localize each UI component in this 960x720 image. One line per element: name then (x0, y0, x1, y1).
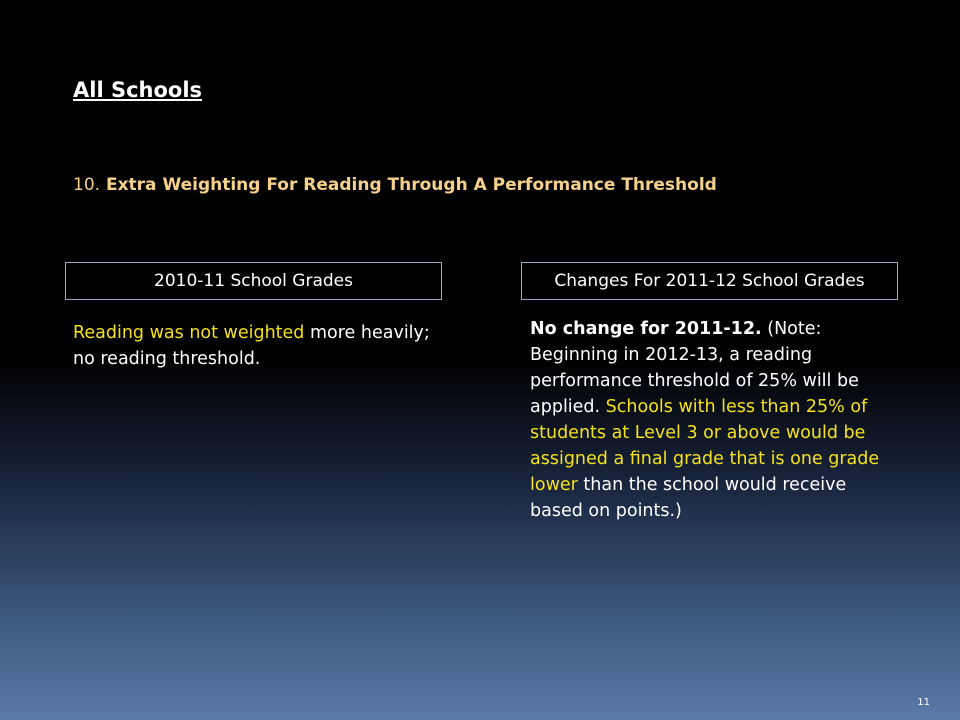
left-column-header-box (65, 262, 442, 300)
page-number: 11 (917, 697, 930, 708)
subheading-number: 10. (73, 175, 101, 195)
right-text-highlight: Schools with less than 25% of students at Level 3 or above would be assigned a final grade that is one grade lower (530, 397, 880, 495)
right-column-text (530, 316, 890, 524)
right-column-header-box (521, 262, 898, 300)
slide-heading: All Schools (73, 78, 203, 102)
right-text-rest: than the school would receive based on points.) (530, 475, 847, 521)
right-text-note: (Note: Beginning in 2012-13, a reading performance threshold of 25% will be applied. (530, 319, 859, 417)
left-column-header-label: 2010-11 School Grades (154, 271, 353, 291)
right-column-header-label: Changes For 2011-12 School Grades (554, 271, 865, 291)
slide-subheading (73, 175, 717, 195)
left-column-text (73, 320, 433, 372)
left-text-rest: more heavily; no reading threshold. (73, 323, 430, 369)
subheading-title: Extra Weighting For Reading Through A Performance Threshold (105, 175, 717, 195)
left-text-highlight: Reading was not weighted (73, 323, 305, 343)
right-text-bold: No change for 2011-12. (530, 319, 762, 339)
